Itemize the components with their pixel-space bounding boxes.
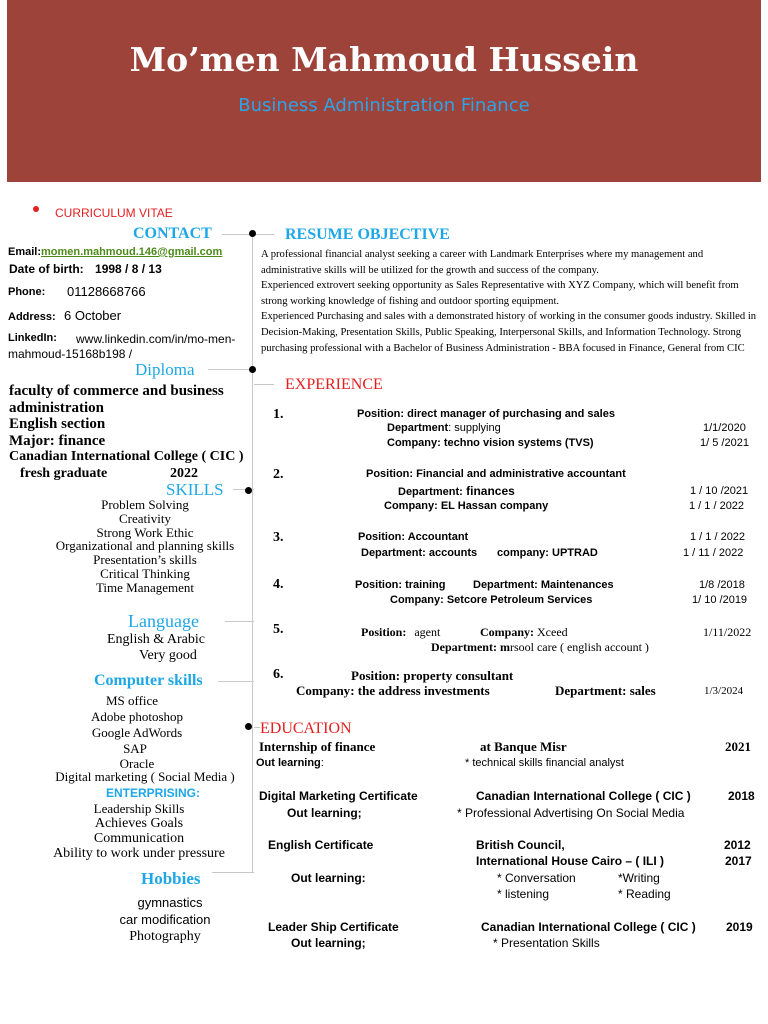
edu3-out-item: * listening [497,887,550,901]
diploma-line4: Major: finance [9,433,106,449]
divider-diploma [208,369,254,370]
objective-text [261,247,761,356]
diploma-line2: administration [9,400,105,416]
phone-value: 01128668766 [67,284,146,299]
exp5-position-label: Position: [361,625,407,639]
edu3-place1: British Council, [476,838,565,852]
hobby-item: gymnastics [137,895,203,910]
edu3-out-item: * Reading [618,887,671,901]
edu4-out-label: Out learning; [291,936,366,950]
exp5-company [480,625,568,640]
exp4-position: Position: training [355,579,446,591]
phone-label: Phone: [8,286,46,298]
exp4-department: Department: Maintenances [473,579,614,591]
exp5-number: 5. [273,622,284,637]
diploma-grad-year: 2022 [170,466,198,481]
diploma-grad-label: fresh graduate [20,466,108,481]
education-heading: EDUCATION [260,720,352,737]
computer-skill-item: Digital marketing ( Social Media ) [55,769,235,784]
edu1-title: Internship of finance [259,739,376,754]
exp6-date: 1/3/2024 [704,685,744,697]
email-label: Email: [8,246,42,258]
skill-item: Problem Solving [101,497,189,512]
divider-language [225,621,254,622]
candidate-subtitle: Business Administration Finance [238,95,530,116]
email-link[interactable]: momen.mahmoud.146@gmail.com [41,246,223,258]
edu3-place2: International House Cairo – ( ILI ) [476,854,665,868]
exp5-date: 1/11/2022 [703,625,752,639]
exp3-company: company: UPTRAD [497,547,598,559]
experience-heading: EXPERIENCE [285,376,383,393]
exp2-position: Position: Financial and administrative accountant [366,468,626,480]
computer-skill-item: SAP [123,741,147,756]
exp6-department: Department: sales [555,683,656,698]
objective-heading: RESUME OBJECTIVE [285,226,450,243]
divider-objective [254,234,274,235]
linkedin-label: LinkedIn: [8,332,57,344]
language-heading: Language [128,611,199,631]
edu4-year: 2019 [726,920,753,934]
exp2-to: 1 / 1 / 2022 [689,500,745,512]
edu3-out-label: Out learning: [291,871,366,885]
enterprising-item: Communication [93,831,185,846]
exp5-department [431,640,649,655]
objective-paragraph: Experienced extrovert seeking opportunity as Sales Representative with XYZ Company, which will benefit from strong working knowledge of fishing and outdoor sporting equipment. [261,280,739,307]
edu4-place: Canadian International College ( CIC ) [481,920,696,934]
exp6-position: Position: property consultant [351,668,514,683]
edu3-year1: 2012 [724,838,751,852]
exp2-department [398,484,515,498]
linkedin-line1[interactable]: www.linkedin.com/in/mo-men- [76,332,236,346]
diploma-line1: faculty of commerce and business [9,383,224,399]
edu1-place: at Banque Misr [480,739,567,754]
candidate-name: Mo’men Mahmoud Hussein [129,40,639,79]
bullet-icon [33,206,39,212]
skill-item: Organizational and planning skills [55,538,235,554]
exp3-position: Position: Accountant [358,531,469,543]
exp2-dept-label: Department: [398,486,463,498]
exp1-to: 1/ 5 /2021 [700,437,749,449]
edu1-out-colon: : [320,757,324,769]
exp2-number: 2. [273,467,284,482]
exp1-number: 1. [273,407,284,422]
language-line2: Very good [139,648,197,663]
dob-value: 1998 / 8 / 13 [95,262,162,276]
edu1-out-label [256,757,324,769]
address-value: 6 October [64,308,122,323]
enterprising-heading: ENTERPRISING: [106,786,201,800]
diploma-line3: English section [9,416,106,432]
objective-paragraph: A professional financial analyst seeking a career with Landmark Enterprises where my management and administrative skills will be utilized for the growth and success of the company. [261,249,704,276]
edu2-year: 2018 [728,789,755,803]
enterprising-item: Achieves Goals [94,816,184,831]
header-banner [7,0,761,182]
exp6-company-value: : the address investments [350,683,490,698]
diploma-heading: Diploma [135,360,195,379]
exp6-number: 6. [273,667,284,682]
edu3-title: English Certificate [268,838,374,852]
exp5-company-value: Xceed [537,625,568,639]
edu2-out: * Professional Advertising On Social Media [457,806,685,820]
exp5-dept-label: Department: m [431,640,510,654]
edu3-out-item: *Writing [618,871,660,885]
timeline-dot-diploma [249,366,256,373]
cv-label: CURRICULUM VITAE [55,206,173,220]
skills-heading: SKILLS [166,480,224,499]
divider-experience [254,384,274,385]
exp6-company [296,683,490,699]
skill-item: Critical Thinking [100,565,190,581]
exp1-dept-label: Department [387,422,449,434]
exp4-number: 4. [273,577,284,592]
edu4-title: Leader Ship Certificate [268,920,399,934]
computer-skill-item: Google AdWords [91,725,183,740]
linkedin-line2[interactable]: mahmoud-15168b198 / [8,347,133,361]
exp4-from: 1/8 /2018 [699,579,745,591]
hobbies-heading: Hobbies [141,869,201,888]
exp3-to: 1 / 11 / 2022 [683,547,744,559]
exp5-position-value: agent [414,625,441,639]
edu2-title: Digital Marketing Certificate [259,789,418,803]
edu3-year2: 2017 [725,854,752,868]
address-label: Address: [8,311,56,323]
language-line1: English & Arabic [107,632,205,647]
edu1-year: 2021 [725,739,751,754]
timeline-dot-skills [245,487,252,494]
edu2-out-label: Out learning; [287,806,362,820]
computer-skill-item: MS office [105,693,159,708]
divider-hobbies [212,872,254,873]
exp1-position: Position: direct manager of purchasing and sales [357,408,615,420]
timeline-dot-contact [249,230,256,237]
skill-item: Presentation’s skills [93,552,197,568]
exp2-company: Company: EL Hassan company [384,500,549,512]
exp4-to: 1/ 10 /2019 [692,594,748,606]
enterprising-item: Leadership Skills [93,801,185,816]
edu4-out: * Presentation Skills [493,936,600,950]
edu1-out: * technical skills financial analyst [465,757,624,769]
exp1-from: 1/1/2020 [703,422,746,434]
computer-skills-heading: Computer skills [94,672,203,689]
exp4-company: Company: Setcore Petroleum Services [390,594,593,606]
contact-dob [9,262,162,276]
skill-item: Time Management [95,579,195,595]
exp5-position [361,625,440,640]
exp2-from: 1 / 10 /2021 [690,485,749,497]
contact-heading: CONTACT [133,225,212,242]
edu1-out-label-text: Out learning [256,757,321,769]
exp5-company-label: Company: [480,625,535,639]
exp3-number: 3. [273,530,284,545]
diploma-line5: Canadian International College ( CIC ) [9,449,244,464]
edu3-out-item: * Conversation [497,871,576,885]
objective-paragraph: Experienced Purchasing and sales with a demonstrated history of working in the consumer goods industry. Skilled in Decision-Making, Presentation Skills, Public Speaking, Interpersonal Skills, and Information Technology. Strong purchasing professional with a Bachelor of Business Administration - BBA focused in Finance, General from CIC [261,311,757,354]
edu2-place: Canadian International College ( CIC ) [476,789,691,803]
computer-skill-item: Adobe photoshop [90,709,184,724]
enterprising-list [30,801,270,861]
exp1-company: Company: techno vision systems (TVS) [387,437,594,449]
exp6-company-label: Company [296,683,351,698]
hobby-item: car modification [119,912,211,927]
skill-item: Strong Work Ethic [96,524,194,540]
divider-computer [218,681,254,682]
hobby-item: Photography [129,929,201,944]
exp1-dept-value: : supplying [448,422,501,434]
exp1-department [387,422,501,434]
computer-skills-list [30,693,270,783]
dob-label: Date of birth: [9,262,84,276]
exp3-department: Department: accounts [361,547,478,559]
exp5-dept-value: rsool care ( english account ) [509,640,649,654]
enterprising-item: Ability to work under pressure [53,846,225,861]
skill-item: Creativity [119,510,171,526]
exp2-dept-value: finances [462,484,515,498]
skills-list [30,498,260,595]
computer-skill-item: Oracle [119,756,155,771]
exp3-from: 1 / 1 / 2022 [690,531,746,543]
contact-email [8,246,222,258]
